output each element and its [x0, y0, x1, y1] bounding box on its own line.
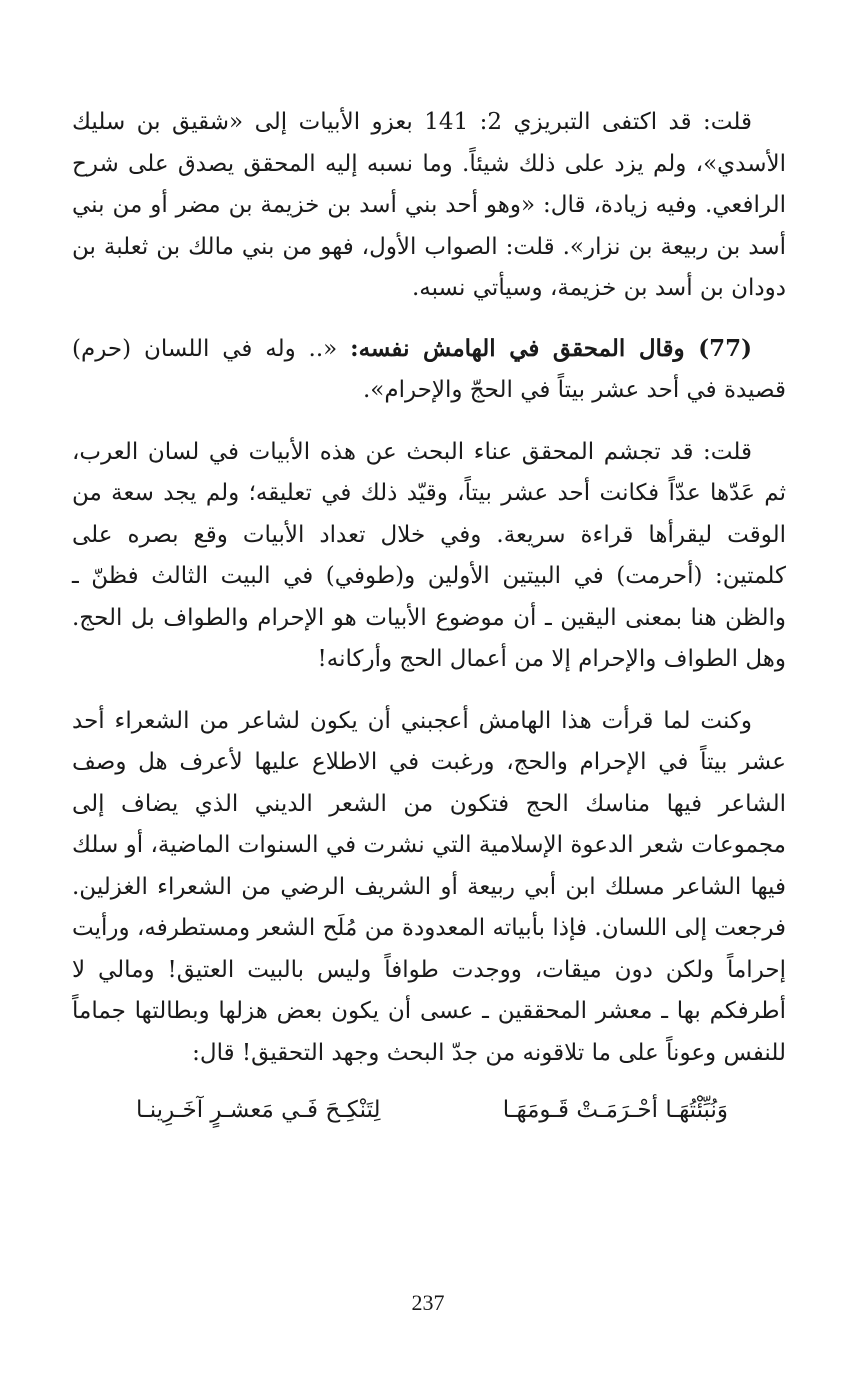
verse-second-hemistich: لِتَنْكِـحَ فَـي مَعشـرٍ آخَـرِينـا — [136, 1097, 381, 1123]
paragraph-note-77 — [72, 328, 786, 412]
verse-first-hemistich: وَنُبِّئْتُهَـا أحْـرَمَـتْ قَـومَهَـا — [502, 1097, 728, 1123]
paragraph-source-note: قلت: قد اكتفى التبريزي 2: 141 بعزو الأبيات إلى «شقيق بن سليك الأسدي»، ولم يزد على ذلك شيئاً. وما نسبه إليه المحقق يصدق على شرح الرافعي. وفيه زيادة، قال: «وهو أحد بني أسد بن خزيمة بن مضر أو من بني أسد بن ربيعة بن نزار». قلت: الصواب الأول، فهو من بني مالك بن ثعلبة بن دودان بن أسد بن خزيمة، وسيأتي نسبه. — [72, 109, 786, 301]
paragraph-narrative: وكنت لما قرأت هذا الهامش أعجبني أن يكون لشاعر من الشعراء أحد عشر بيتاً في الإحرام والحج، ورغبت في الاطلاع عليها لأعرف هل وصف الشاعر فيها مناسك الحج فتكون من الشعر الديني الذي يضاف إلى مجموعات شعر الدعوة الإسلامية التي نشرت في السنوات الماضية، أو سلك فيها الشاعر مسلك ابن أبي ربيعة أو الشريف الرضي من الشعراء الغزلين. فرجعت إلى اللسان. فإذا بأبياته المعدودة من مُلَح الشعر ومستطرفه، ورأيت إحراماً ولكن دون ميقات، ووجدت طوافاً وليس بالبيت العتيق! ومالي لا أطرفكم بها ـ معشر المحققين ـ عسى أن يكون بعض هزلها وبطالتها جماماً للنفس وعوناً على ما تلاقونه من جدّ البحث وجهد التحقيق! قال: — [72, 707, 786, 1066]
poem-verse — [72, 1090, 786, 1132]
page-number: 237 — [411, 1290, 445, 1315]
note-quote: «.. وله في اللسان (حرم) قصيدة في أحد عشر بيتاً في الحجّ والإحرام». — [72, 335, 786, 403]
paragraph-commentary: قلت: قد تجشم المحقق عناء البحث عن هذه الأبيات في لسان العرب، ثم عَدّها عدّاً فكانت أحد عشر بيتاً، وقيّد ذلك في تعليقه؛ ولم يجد سعة من الوقت ليقرأها قراءة سريعة. وفي خلال تعداد الأبيات وقع بصره على كلمتين: (أحرمت) في البيتين الأولين و(طوفي) في البيت الثالث فظنّ ـ والظن هنا بمعنى اليقين ـ أن موضوع الأبيات هو الإحرام والطواف بل الحج. وهل الطواف والإحرام إلا من أعمال الحج وأركانه! — [72, 438, 786, 672]
note-heading: (77) وقال المحقق في الهامش نفسه: — [350, 334, 752, 362]
page-body — [72, 102, 786, 1132]
